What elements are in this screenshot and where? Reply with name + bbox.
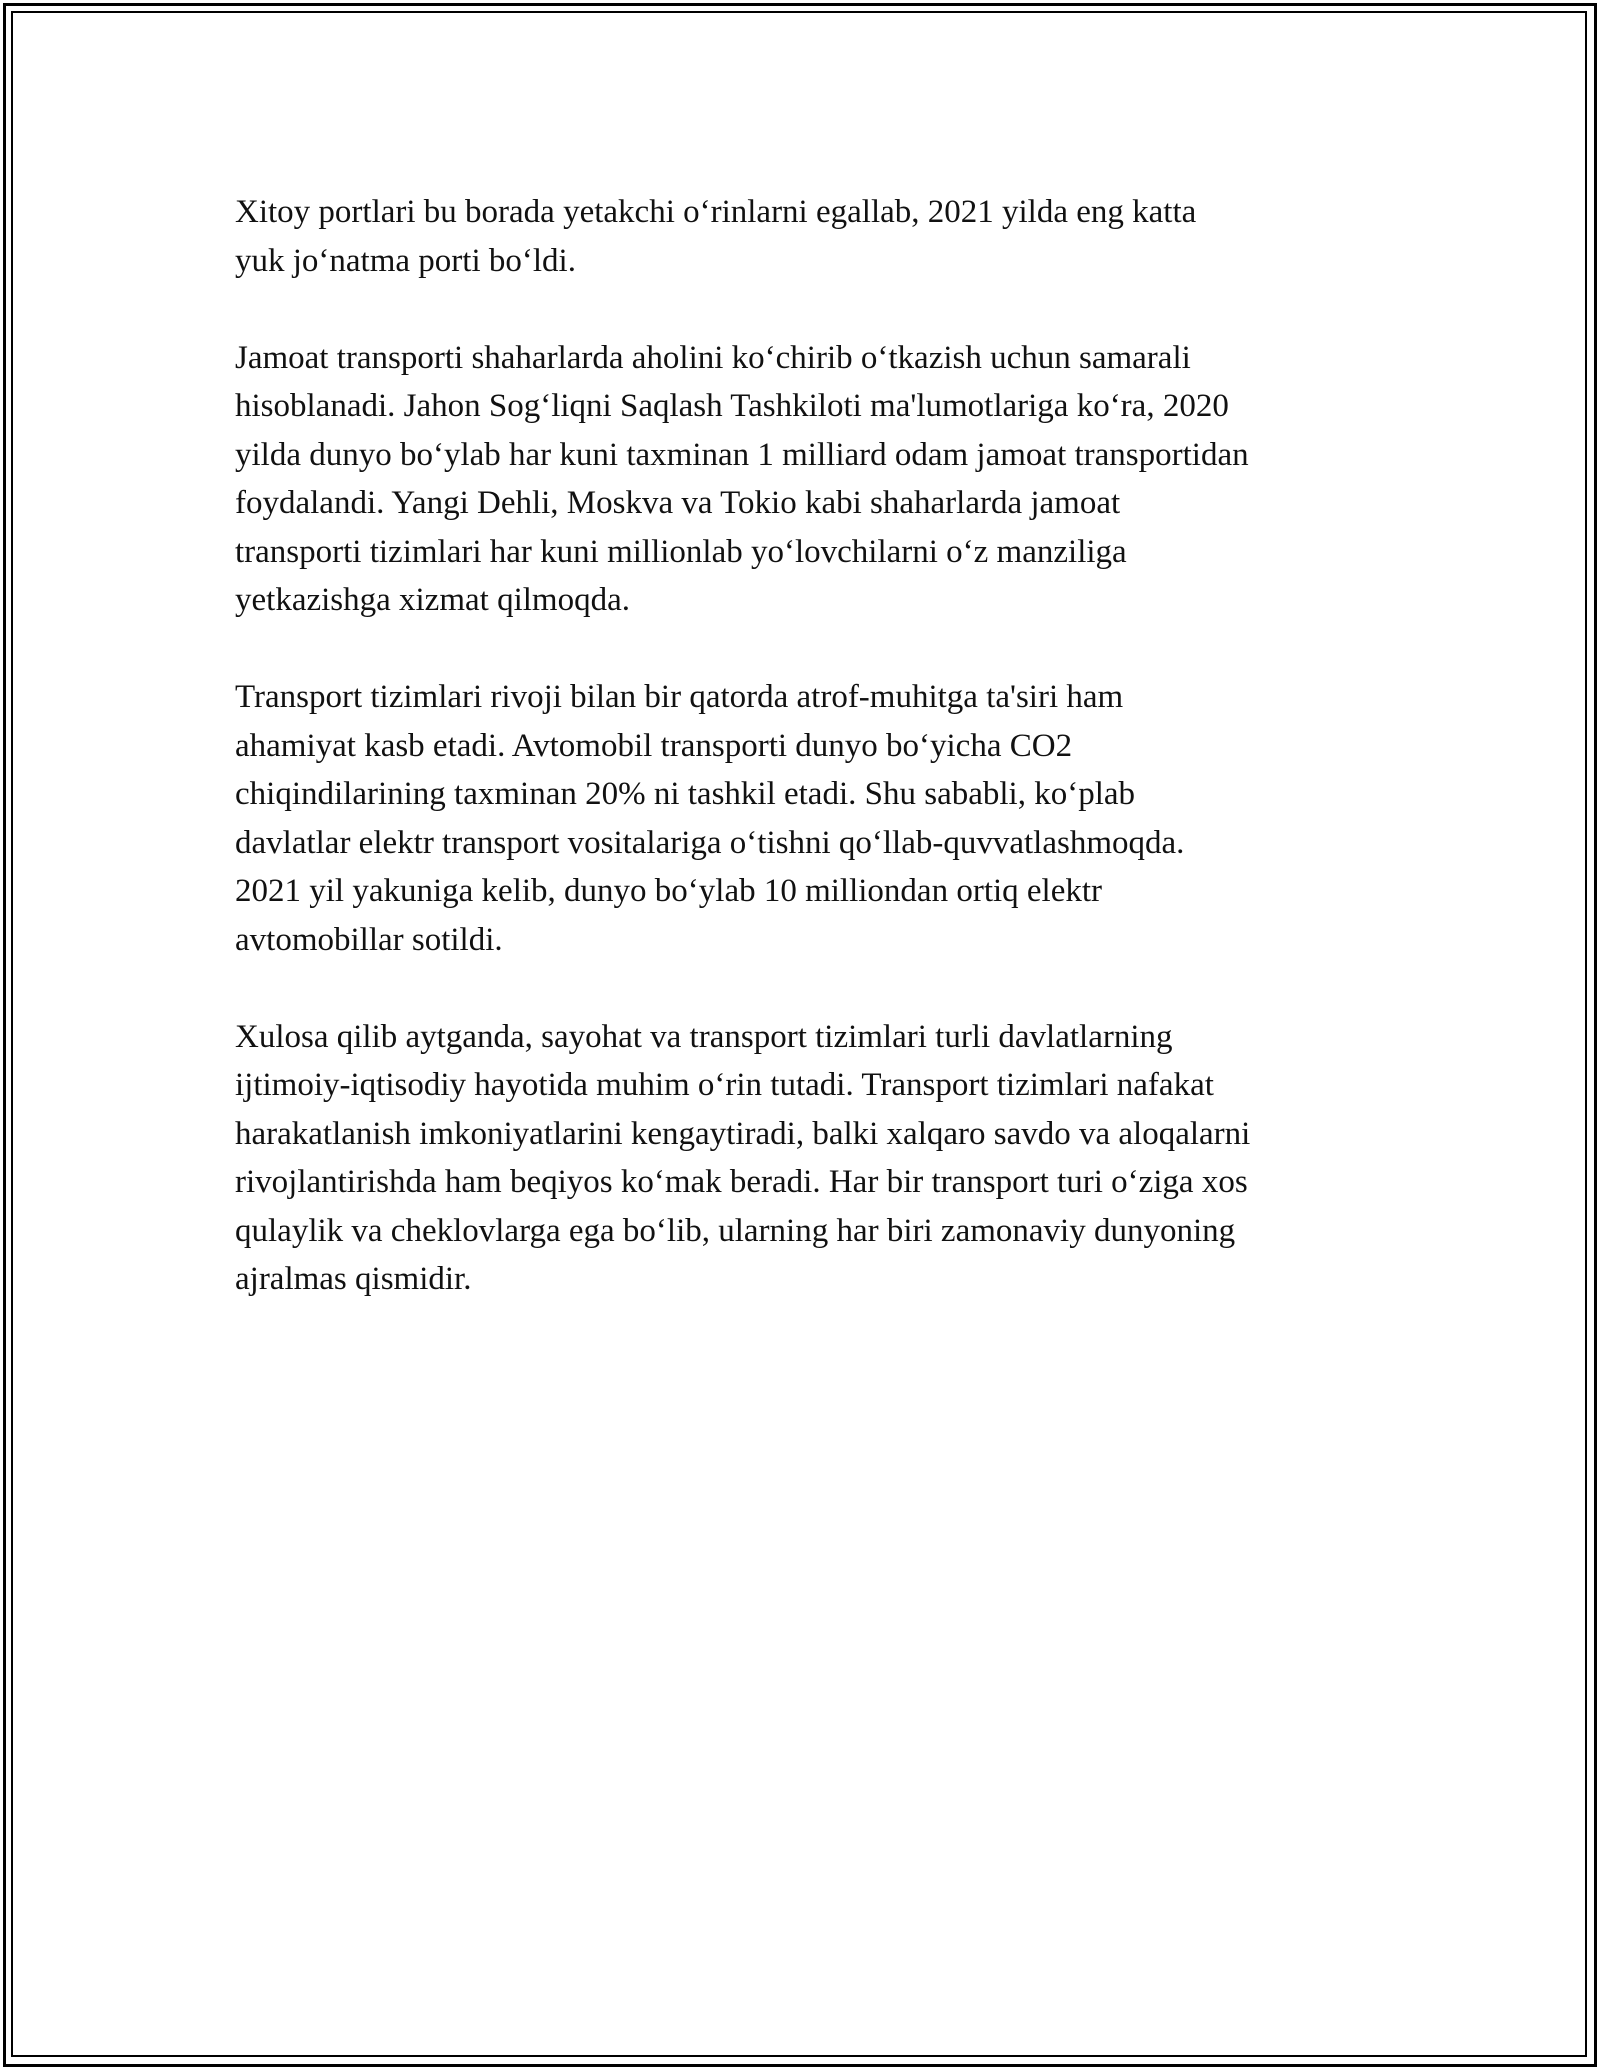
text-line: Transport tizimlari rivoji bilan bir qatorda atrof-muhitga ta'siri ham bbox=[235, 679, 1124, 715]
paragraph-1 bbox=[235, 188, 1385, 285]
text-line: davlatlar elektr transport vositalariga o‘tishni qo‘llab-quvvatlashmoqda. bbox=[235, 824, 1185, 861]
text-line: transporti tizimlari har kuni millionlab yo‘lovchilarni o‘z manziliga bbox=[235, 533, 1127, 570]
text-line: Jamoat transporti shaharlarda aholini ko‘chirib o‘tkazish uchun samarali bbox=[235, 339, 1191, 376]
text-line: 2021 yil yakuniga kelib, dunyo bo‘ylab 10 milliondan ortiq elektr bbox=[235, 873, 1103, 909]
text-line: chiqindilarining taxminan 20% ni tashkil etadi. Shu sababli, ko‘plab bbox=[235, 776, 1136, 812]
paragraph-4 bbox=[235, 1013, 1385, 1304]
paragraph-2 bbox=[235, 334, 1385, 625]
text-line: Xulosa qilib aytganda, sayohat va transport tizimlari turli davlatlarning bbox=[235, 1018, 1173, 1055]
text-line: ajralmas qismidir. bbox=[235, 1261, 472, 1297]
text-line: Xitoy portlari bu borada yetakchi o‘rinlarni egallab, 2021 yilda eng katta bbox=[235, 194, 1197, 230]
text-line: rivojlantirishda ham beqiyos ko‘mak beradi. Har bir transport turi o‘ziga xos bbox=[235, 1164, 1248, 1200]
text-line: qulaylik va cheklovlarga ega bo‘lib, ularning har biri zamonaviy dunyoning bbox=[235, 1212, 1236, 1249]
text-line: yuk jo‘natma porti bo‘ldi. bbox=[235, 242, 576, 279]
text-line: ijtimoiy-iqtisodiy hayotida muhim o‘rin tutadi. Transport tizimlari nafakat bbox=[235, 1067, 1214, 1103]
document-body bbox=[235, 188, 1385, 1352]
text-line: yetkazishga xizmat qilmoqda. bbox=[235, 582, 630, 618]
text-line: harakatlanish imkoniyatlarini kengaytiradi, balki xalqaro savdo va aloqalarni bbox=[235, 1115, 1251, 1152]
text-line: hisoblanadi. Jahon Sog‘liqni Saqlash Tashkiloti ma'lumotlariga ko‘ra, 2020 bbox=[235, 388, 1229, 424]
text-line: yilda dunyo bo‘ylab har kuni taxminan 1 milliard odam jamoat transportidan bbox=[235, 436, 1249, 473]
paragraph-3 bbox=[235, 673, 1385, 964]
text-line: ahamiyat kasb etadi. Avtomobil transporti dunyo bo‘yicha CO2 bbox=[235, 727, 1073, 764]
text-line: foydalandi. Yangi Dehli, Moskva va Tokio kabi shaharlarda jamoat bbox=[235, 485, 1121, 521]
text-line: avtomobillar sotildi. bbox=[235, 921, 503, 958]
